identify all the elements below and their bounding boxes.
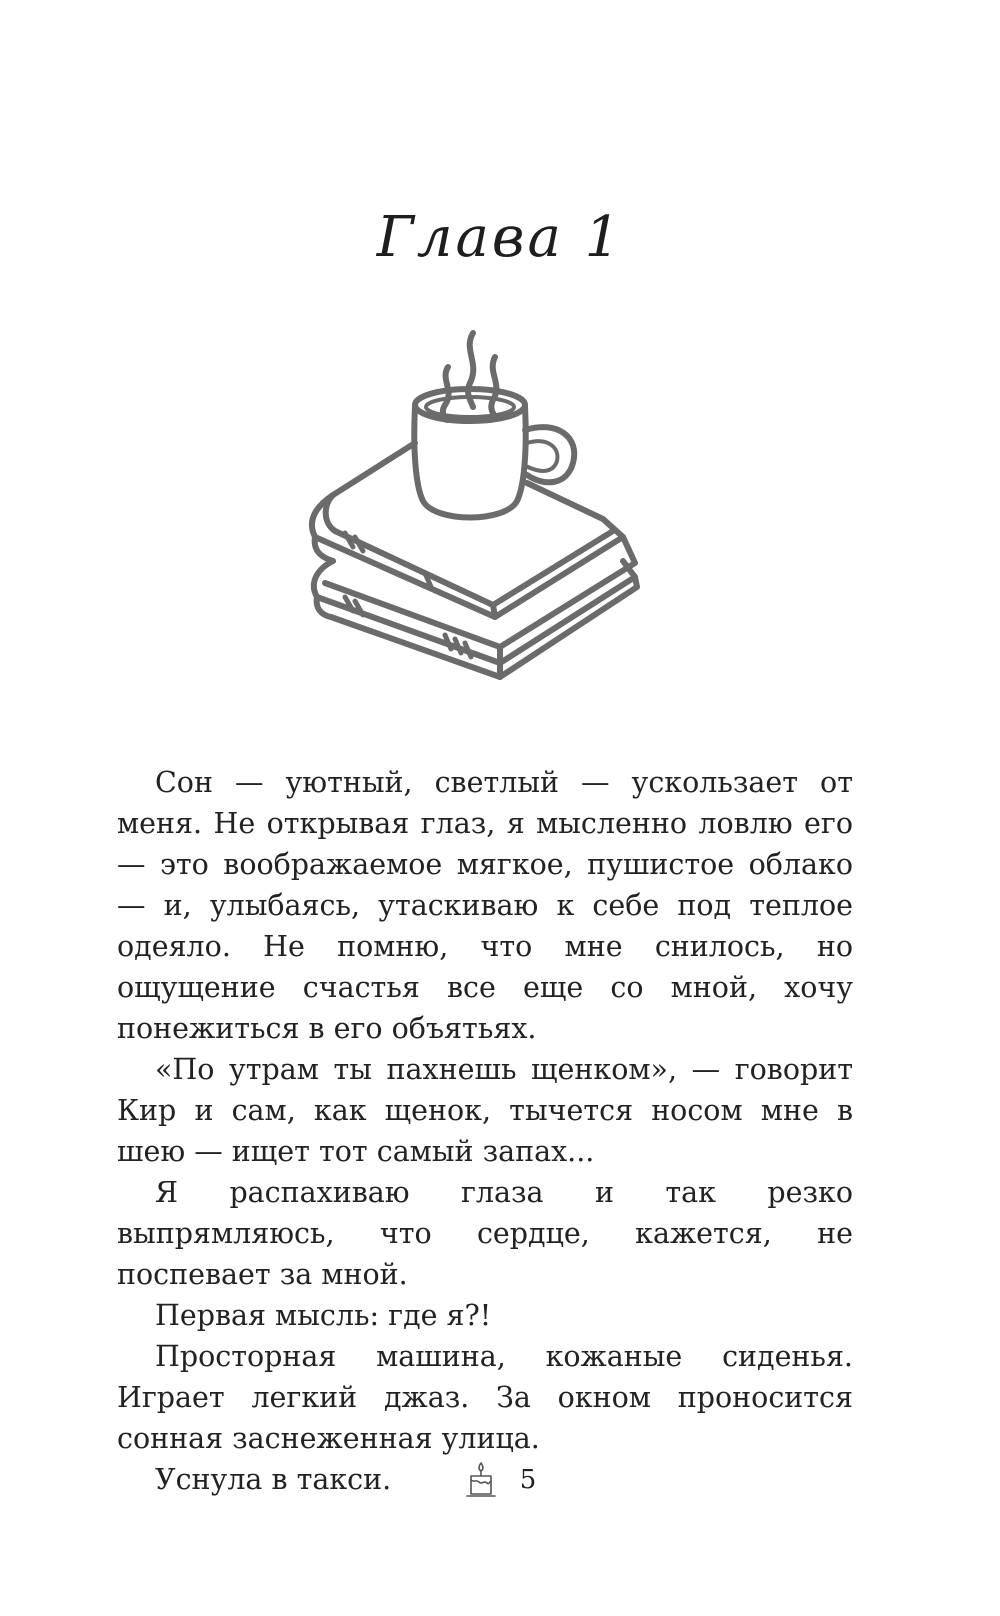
paragraph: Просторная машина, кожаные сиденья. Играет легкий джаз. За окном проносится сонная заснеженная улица. — [117, 1340, 853, 1455]
chapter-title: Глава 1 — [376, 205, 624, 270]
paragraph: «По утрам ты пахнешь щенком», — говорит Кир и сам, как щенок, тычется носом мне в шею — ищет тот самый запах... — [117, 1053, 853, 1168]
page-number: 5 — [519, 1465, 537, 1495]
paragraph: Я распахиваю глаза и так резко выпрямляюсь, что сердце, кажется, не поспевает за мной. — [117, 1176, 853, 1291]
paragraph: Сон — уютный, светлый — ускользает от меня. Не открывая глаз, я мысленно ловлю его — это воображаемое мягкое, пушистое облако — и, улыбаясь, утаскиваю к себе под теплое одеяло. Не помню, что мне снилось, но ощущение счастья все еще со мной, хочу понежиться в его объятьях. — [117, 766, 853, 1045]
paragraph: Уснула в такси. — [155, 1463, 392, 1496]
chapter-text — [117, 762, 853, 1500]
page-footer — [0, 1460, 1000, 1500]
candle-icon — [464, 1460, 498, 1500]
paragraph: Первая мысль: где я?! — [155, 1299, 492, 1332]
coffee-cup-on-books-icon — [295, 325, 675, 705]
